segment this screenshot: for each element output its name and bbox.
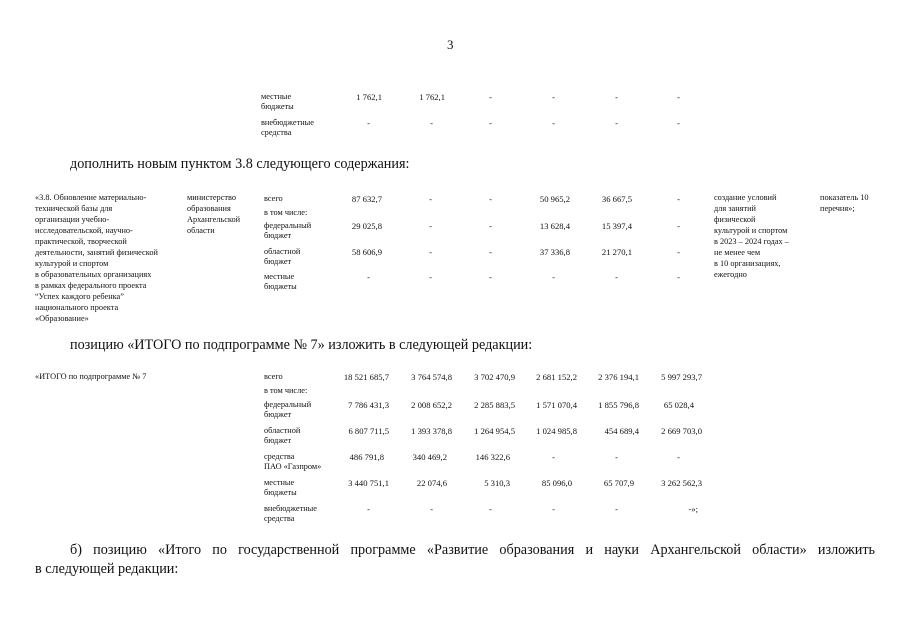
value-cell: 29 025,8 xyxy=(351,221,382,231)
value-cell: - xyxy=(552,504,555,514)
executor-line: министерство xyxy=(187,193,237,202)
value-cell: 1 762,1 xyxy=(419,92,445,102)
value-cell: 15 397,4 xyxy=(601,221,632,231)
value-cell: 3 702 470,9 xyxy=(474,372,515,382)
title-line: национального проекта xyxy=(35,303,119,312)
itogo-label: «ИТОГО по подпрограмме № 7 xyxy=(35,372,147,381)
title-line: «3.8. Обновление материально- xyxy=(35,193,147,202)
value-cell: 65 028,4 xyxy=(663,400,694,410)
value-cell: 3 764 574,8 xyxy=(411,372,452,382)
result-line: создание условий xyxy=(714,193,777,202)
value-cell: - xyxy=(489,272,492,282)
value-cell: - xyxy=(615,504,618,514)
value-cell: - xyxy=(489,504,492,514)
result-line: культурой и спортом xyxy=(714,226,788,235)
indicator-line: показатель 10 xyxy=(820,193,869,202)
value-cell: 13 628,4 xyxy=(539,221,570,231)
value-cell: 5 310,3 xyxy=(484,478,510,488)
title-line: «Образование» xyxy=(35,314,89,323)
value-cell: 85 096,0 xyxy=(541,478,572,488)
source-cell: в том числе: xyxy=(264,386,308,395)
value-cell: - xyxy=(677,194,680,204)
source-cell: местные бюджеты xyxy=(264,272,297,291)
value-cell: - xyxy=(367,118,370,128)
value-cell: 3 262 562,3 xyxy=(661,478,702,488)
value-cell: 2 681 152,2 xyxy=(536,372,577,382)
value-cell: 21 270,1 xyxy=(601,247,632,257)
section-heading: позицию «ИТОГО по подпрограмме № 7» изложить в следующей редакции: xyxy=(70,337,533,353)
value-cell: - xyxy=(429,194,432,204)
title-line: культурой и спортом xyxy=(35,259,109,268)
value-cell: - xyxy=(552,272,555,282)
title-line: исследовательской, научно- xyxy=(35,226,133,235)
value-cell: 36 667,5 xyxy=(601,194,632,204)
value-cell: 18 521 685,7 xyxy=(343,372,389,382)
result-line: физической xyxy=(714,215,756,224)
value-cell: - xyxy=(489,247,492,257)
value-cell: - xyxy=(552,452,555,462)
title-line: деятельности, занятий физической xyxy=(35,248,158,257)
section-heading: дополнить новым пунктом 3.8 следующего содержания: xyxy=(70,156,410,172)
title-line: в образовательных организациях xyxy=(35,270,152,279)
value-cell: 7 786 431,3 xyxy=(348,400,389,410)
value-cell: - xyxy=(430,118,433,128)
result-line: в 10 организациях, xyxy=(714,259,781,268)
value-cell: 2 285 883,5 xyxy=(474,400,515,410)
executor-line: Архангельской xyxy=(187,215,241,224)
source-cell: всего xyxy=(264,372,283,381)
value-cell: 486 791,8 xyxy=(349,452,384,462)
result-line: для занятий xyxy=(714,204,756,213)
title-line: технической базы для xyxy=(35,204,113,213)
value-cell: - xyxy=(429,221,432,231)
value-cell: - xyxy=(489,194,492,204)
value-cell: 87 632,7 xyxy=(351,194,382,204)
result-line: в 2023 – 2024 годах – xyxy=(714,237,789,246)
page-number: 3 xyxy=(447,37,454,52)
value-cell: - xyxy=(677,272,680,282)
indicator xyxy=(820,192,869,214)
value-cell: 1 762,1 xyxy=(356,92,382,102)
value-cell: - xyxy=(489,118,492,128)
value-cell: 2 008 652,2 xyxy=(411,400,452,410)
source-cell: внебюджетные средства xyxy=(264,504,317,523)
title-line: организации учебно- xyxy=(35,215,110,224)
source-cell: федеральный бюджет xyxy=(264,221,312,240)
source-cell: местные бюджеты xyxy=(264,478,297,497)
value-cell: - xyxy=(367,504,370,514)
value-cell: - xyxy=(615,452,618,462)
value-cell: 1 855 796,8 xyxy=(598,400,639,410)
source-cell: областной бюджет xyxy=(264,247,301,266)
source-cell: федеральный бюджет xyxy=(264,400,312,419)
item-title xyxy=(35,192,158,324)
paragraph-b-line2: в следующей редакции: xyxy=(35,561,179,577)
title-line: “Успех каждого ребенка” xyxy=(35,292,124,301)
value-cell: 340 469,2 xyxy=(412,452,447,462)
executor xyxy=(187,192,240,236)
value-cell: 3 440 751,1 xyxy=(348,478,389,488)
source-cell: местные бюджеты xyxy=(261,92,294,111)
value-cell: 1 024 985,8 xyxy=(536,426,577,436)
value-cell: - xyxy=(615,118,618,128)
value-cell: - xyxy=(429,247,432,257)
result-line: ежегодно xyxy=(714,270,747,279)
value-cell: - xyxy=(367,272,370,282)
value-cell: - xyxy=(615,92,618,102)
value-cell: 22 074,6 xyxy=(416,478,447,488)
executor-line: области xyxy=(187,226,215,235)
value-cell: 58 606,9 xyxy=(351,247,382,257)
value-cell: 5 997 293,7 xyxy=(661,372,702,382)
paragraph-b-line1: б) позицию «Итого по государственной программе «Развитие образования и науки Архангельской области» изложить xyxy=(70,542,875,558)
value-cell: - xyxy=(552,92,555,102)
value-cell: - xyxy=(429,272,432,282)
value-cell: 454 689,4 xyxy=(604,426,639,436)
value-cell: 146 322,6 xyxy=(475,452,510,462)
value-cell: - xyxy=(615,272,618,282)
value-cell: - xyxy=(552,118,555,128)
value-cell: - xyxy=(489,221,492,231)
value-cell: - xyxy=(677,118,680,128)
value-cell: - xyxy=(677,221,680,231)
value-cell: 2 669 703,0 xyxy=(661,426,702,436)
value-cell: 1 571 070,4 xyxy=(536,400,577,410)
value-cell: -»; xyxy=(688,504,698,514)
value-cell: 50 965,2 xyxy=(539,194,570,204)
value-cell: 65 707,9 xyxy=(603,478,634,488)
value-cell: - xyxy=(677,452,680,462)
value-cell: 37 336,8 xyxy=(539,247,570,257)
source-cell: внебюджетные средства xyxy=(261,118,314,137)
indicator-line: перечня»; xyxy=(820,204,855,213)
value-cell: - xyxy=(677,247,680,257)
value-cell: 2 376 194,1 xyxy=(598,372,639,382)
title-line: практической, творческой xyxy=(35,237,127,246)
source-cell: всего xyxy=(264,194,283,203)
source-cell: областной бюджет xyxy=(264,426,301,445)
title-line: в рамках федерального проекта xyxy=(35,281,147,290)
value-cell: - xyxy=(489,92,492,102)
value-cell: - xyxy=(430,504,433,514)
executor-line: образования xyxy=(187,204,231,213)
source-cell: средства ПАО «Газпром» xyxy=(264,452,322,471)
expected-result xyxy=(714,192,789,280)
value-cell: 6 807 711,5 xyxy=(348,426,389,436)
value-cell: 1 264 954,5 xyxy=(474,426,515,436)
result-line: не менее чем xyxy=(714,248,761,257)
value-cell: 1 393 378,8 xyxy=(411,426,452,436)
source-cell: в том числе: xyxy=(264,208,308,217)
value-cell: - xyxy=(677,92,680,102)
